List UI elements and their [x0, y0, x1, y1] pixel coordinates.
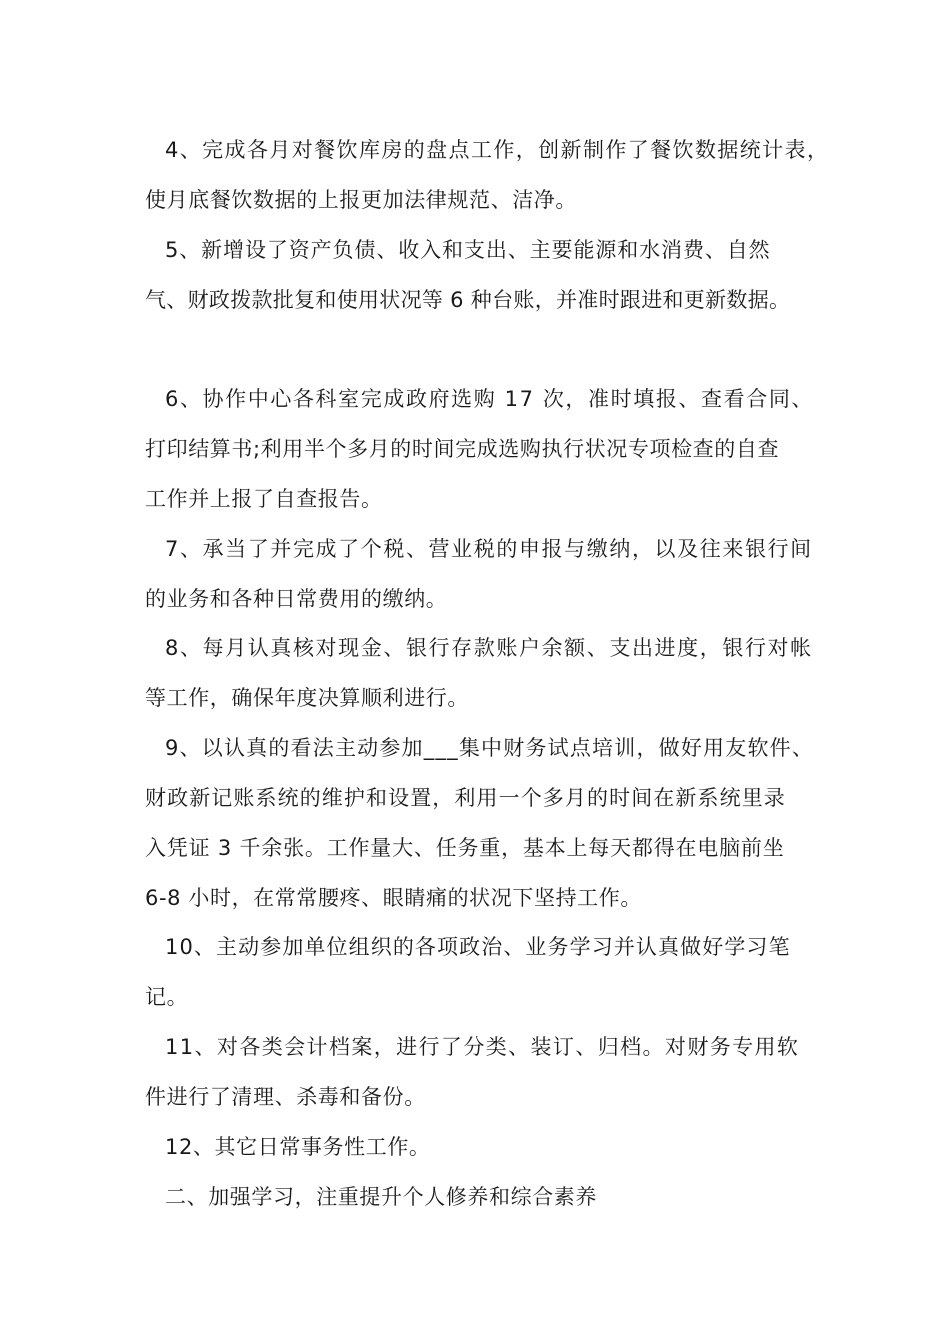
text-line: 使月底餐饮数据的上报更加法律规范、洁净。	[145, 188, 577, 212]
text-line: 8、每月认真核对现金、银行存款账户余额、支出进度，银行对帐	[165, 636, 813, 660]
text-line: 打印结算书;利用半个多月的时间完成选购执行状况专项检查的自查	[145, 437, 780, 461]
text-line: 12、其它日常事务性工作。	[165, 1135, 431, 1159]
text-line: 件进行了清理、杀毒和备份。	[145, 1085, 426, 1109]
text-line: 4、完成各月对餐饮库房的盘点工作，创新制作了餐饮数据统计表，	[165, 138, 830, 162]
text-line: 等工作，确保年度决算顺利进行。	[145, 686, 469, 710]
text-line: 5、新增设了资产负债、收入和支出、主要能源和水消费、自然	[165, 238, 771, 262]
text-line: 入凭证 3 千余张。工作量大、任务重，基本上每天都得在电脑前坐	[145, 836, 785, 860]
text-line: 气、财政拨款批复和使用状况等 6 种台账，并准时跟进和更新数据。	[145, 288, 791, 312]
text-line: 9、以认真的看法主动参加___集中财务试点培训，做好用友软件、	[165, 736, 815, 760]
text-line: 7、承当了并完成了个税、营业税的申报与缴纳，以及往来银行间	[165, 537, 813, 561]
text-line: 记。	[145, 985, 189, 1009]
section-heading: 二、加强学习，注重提升个人修养和综合素养	[165, 1185, 597, 1209]
text-line: 6-8 小时，在常常腰疼、眼睛痛的状况下坚持工作。	[145, 886, 642, 910]
text-line: 工作并上报了自查报告。	[145, 487, 383, 511]
text-line: 11、对各类会计档案，进行了分类、装订、归档。对财务专用软	[165, 1035, 800, 1059]
text-line: 财政新记账系统的维护和设置，利用一个多月的时间在新系统里录	[145, 786, 786, 810]
text-line: 6、协作中心各科室完成政府选购 17 次，准时填报、查看合同、	[165, 387, 815, 411]
text-line: 10、主动参加单位组织的各项政治、业务学习并认真做好学习笔	[165, 935, 791, 959]
text-line: 的业务和各种日常费用的缴纳。	[145, 587, 448, 611]
